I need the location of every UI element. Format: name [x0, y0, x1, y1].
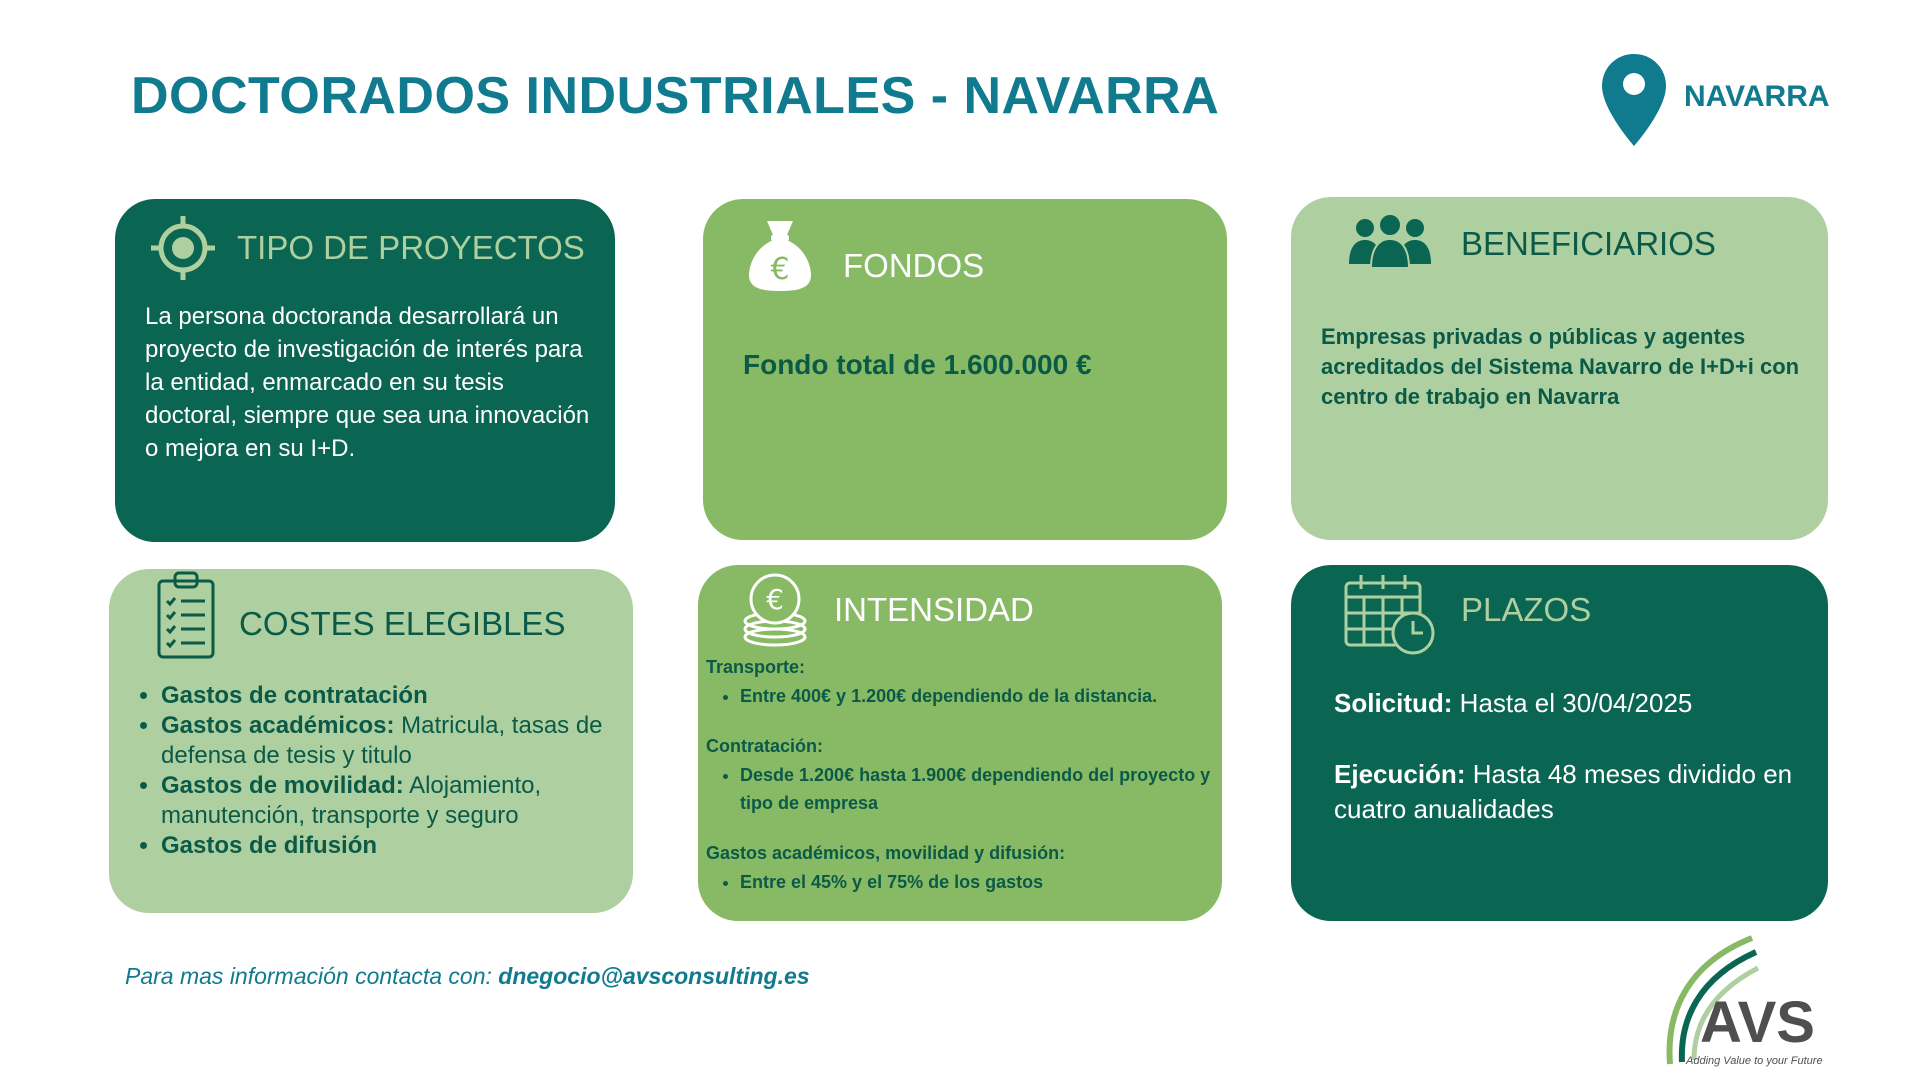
- euro-coins-icon: [740, 571, 810, 647]
- page-title: DOCTORADOS INDUSTRIALES - NAVARRA: [131, 67, 1220, 125]
- map-pin-icon: [1600, 52, 1668, 148]
- people-group-icon: [1347, 212, 1433, 270]
- list-item: • Gastos académicos: Matricula, tasas de defensa de tesis y titulo: [161, 711, 631, 771]
- ejecucion-line: Ejecución: Hasta 48 meses dividido en cuatro anualidades: [1334, 759, 1793, 824]
- calendar-clock-icon: [1343, 573, 1435, 655]
- card-title: COSTES ELEGIBLES: [239, 605, 566, 642]
- svg-text:Adding Value to your Future: Adding Value to your Future: [1686, 1055, 1823, 1067]
- list-item: • Entre el 45% y el 75% de los gastos: [740, 868, 1216, 896]
- list-item: • Gastos de contratación: [161, 681, 631, 711]
- card-body: Empresas privadas o públicas y agentes acreditados del Sistema Navarro de I+D+i con centro de trabajo en Navarra: [1321, 324, 1800, 409]
- list-item: • Gastos de difusión: [161, 831, 631, 861]
- card-plazos: [1291, 565, 1828, 921]
- card-body: La persona doctoranda desarrollará un proyecto de investigación de interés para la entidad, enmarcado en su tesis doctoral, siempre que sea una innovación o mejora en su I+D.: [145, 303, 590, 462]
- card-beneficiarios: [1291, 197, 1828, 540]
- section-heading: Gastos académicos, movilidad y difusión:: [706, 843, 1066, 863]
- card-costes-elegibles: [109, 569, 633, 913]
- list-item: • Gastos de movilidad: Alojamiento, manutención, transporte y seguro: [161, 771, 631, 831]
- list-item: • Desde 1.200€ hasta 1.900€ dependiendo del proyecto y tipo de empresa: [740, 761, 1216, 817]
- target-icon: [149, 214, 217, 282]
- card-fondos: [703, 199, 1227, 540]
- svg-text:AVS: AVS: [1700, 990, 1815, 1055]
- avs-logo: [1656, 934, 1836, 1069]
- card-tipo-proyectos: [115, 199, 615, 542]
- list-item: • Entre 400€ y 1.200€ dependiendo de la distancia.: [740, 682, 1216, 710]
- intensidad-sections: [706, 657, 1216, 922]
- card-title: INTENSIDAD: [834, 591, 1034, 628]
- card-title: FONDOS: [843, 247, 985, 284]
- svg-text:€: €: [770, 252, 790, 287]
- clipboard-checklist-icon: [155, 569, 217, 661]
- svg-text:€: €: [766, 583, 784, 616]
- card-title: TIPO DE PROYECTOS: [237, 229, 585, 266]
- money-bag-euro-icon: [747, 219, 813, 293]
- costes-list: [137, 681, 631, 861]
- card-intensidad: [698, 565, 1222, 921]
- section-heading: Transporte:: [706, 657, 806, 677]
- contact-line: Para mas información contacta con: dnegocio@avsconsulting.es: [125, 963, 810, 989]
- contact-email[interactable]: dnegocio@avsconsulting.es: [498, 963, 810, 989]
- card-title: PLAZOS: [1461, 591, 1592, 628]
- card-body: Fondo total de 1.600.000 €: [743, 349, 1092, 380]
- card-title: BENEFICIARIOS: [1461, 225, 1716, 262]
- solicitud-line: Solicitud: Hasta el 30/04/2025: [1334, 688, 1693, 718]
- region-label: NAVARRA: [1684, 80, 1830, 113]
- section-heading: Contratación:: [706, 736, 823, 756]
